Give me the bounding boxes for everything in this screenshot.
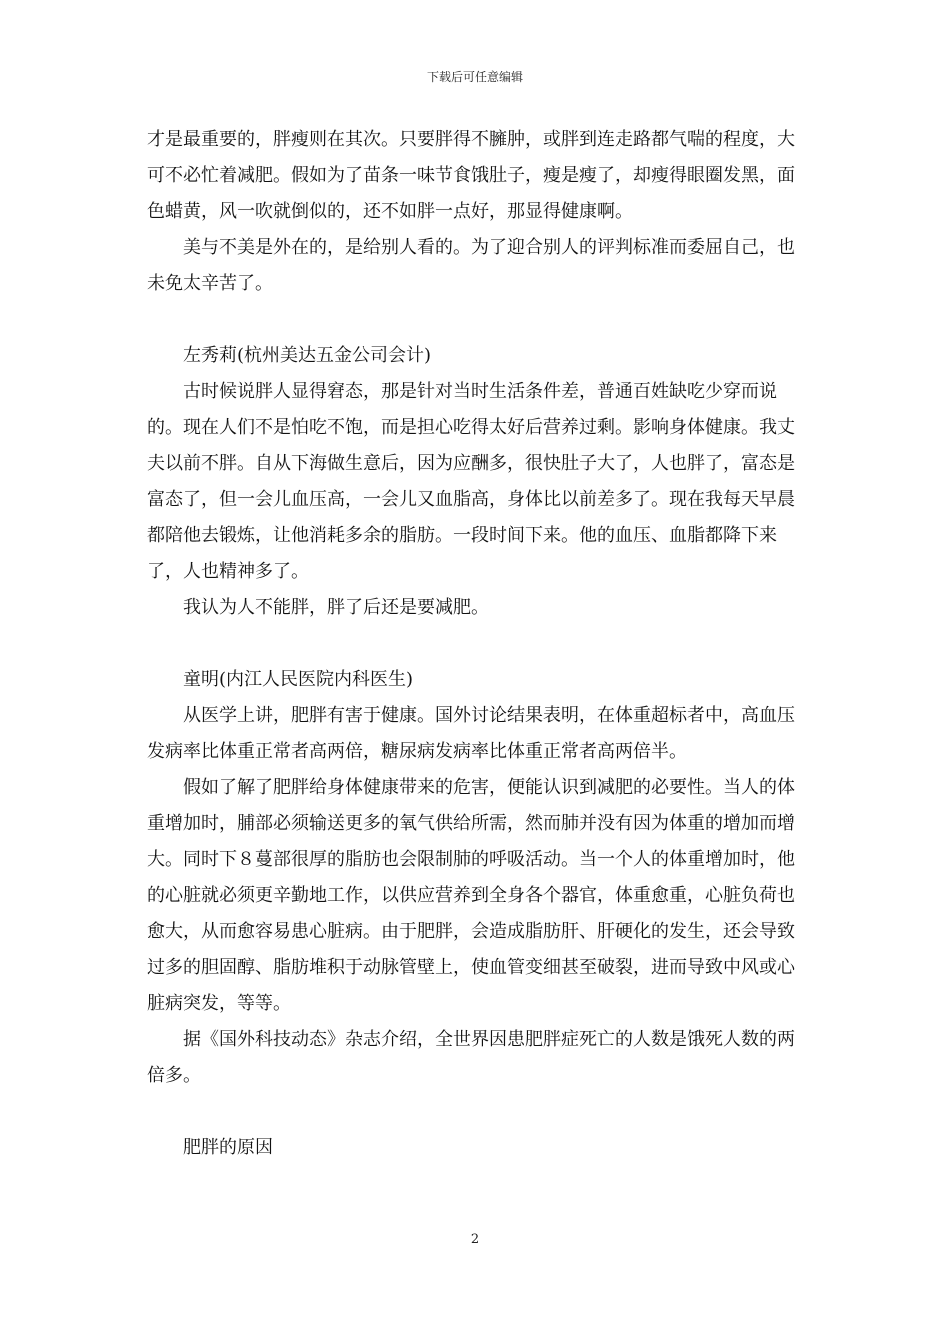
paragraph: 古时候说胖人显得窘态，那是针对当时生活条件差，普通百姓缺吃少穿而说的。现在人们不是怕吃不饱，而是担心吃得太好后营养过剩。影响身体健康。我丈夫以前不胖。自从下海做生意后，因为应酬多，很快肚子大了，人也胖了，富态是富态了，但一会儿血压高，一会儿又血脂高，身体比以前差多了。现在我每天早晨都陪他去锻炼，让他消耗多余的脂肪。一段时间下来。他的血压、血脂都降下来了，人也精神多了。 (147, 381, 795, 582)
page-number: 2 (470, 1232, 480, 1247)
paragraph: 才是最重要的，胖瘦则在其次。只要胖得不臃肿，或胖到连走路都气喘的程度，大可不必忙着减肥。假如为了苗条一味节食饿肚子，瘦是瘦了，却瘦得眼圈发黑，面色蜡黄，风一吹就倒似的，还不如胖一点好，那显得健康啊。 (147, 129, 795, 222)
paragraph: 假如了解了肥胖给身体健康带来的危害，便能认识到减肥的必要性。当人的体重增加时，脯部必须输送更多的氧气供给所需，然而肺并没有因为体重的增加而增大。同时下８蔓部很厚的脂肪也会限制肺的呼吸活动。当一个人的体重增加时，他的心脏就必须更辛勤地工作，以供应营养到全身各个器官，体重愈重，心脏负荷也愈大，从而愈容易患心脏病。由于肥胖，会造成脂肪肝、肝硬化的发生，还会导致过多的胆固醇、脂肪堆积于动脉管壁上，使血管变细甚至破裂，进而导致中风或心脏病突发，等等。 (147, 777, 795, 1014)
paragraph-spacer (147, 626, 812, 662)
section-heading: 左秀莉(杭州美达五金公司会计) (183, 345, 432, 366)
section-heading: 童明(内江人民医院内科医生) (183, 669, 414, 690)
paragraph: 据《国外科技动态》杂志介绍，全世界因患肥胖症死亡的人数是饿死人数的两倍多。 (147, 1029, 795, 1086)
paragraph: 美与不美是外在的，是给别人看的。为了迎合别人的评判标准而委屈自己，也未免太辛苦了。 (147, 237, 795, 294)
section-heading: 肥胖的原因 (183, 1137, 273, 1158)
paragraph-spacer (147, 1094, 812, 1130)
paragraph: 从医学上讲，肥胖有害于健康。国外讨论结果表明，在体重超标者中，高血压发病率比体重正常者高两倍，糖尿病发病率比体重正常者高两倍半。 (147, 705, 795, 762)
page-header: 下载后可任意编辑 (426, 70, 523, 84)
document-body (147, 122, 812, 1166)
paragraph-spacer (147, 302, 812, 338)
paragraph: 我认为人不能胖，胖了后还是要减肥。 (183, 597, 489, 618)
